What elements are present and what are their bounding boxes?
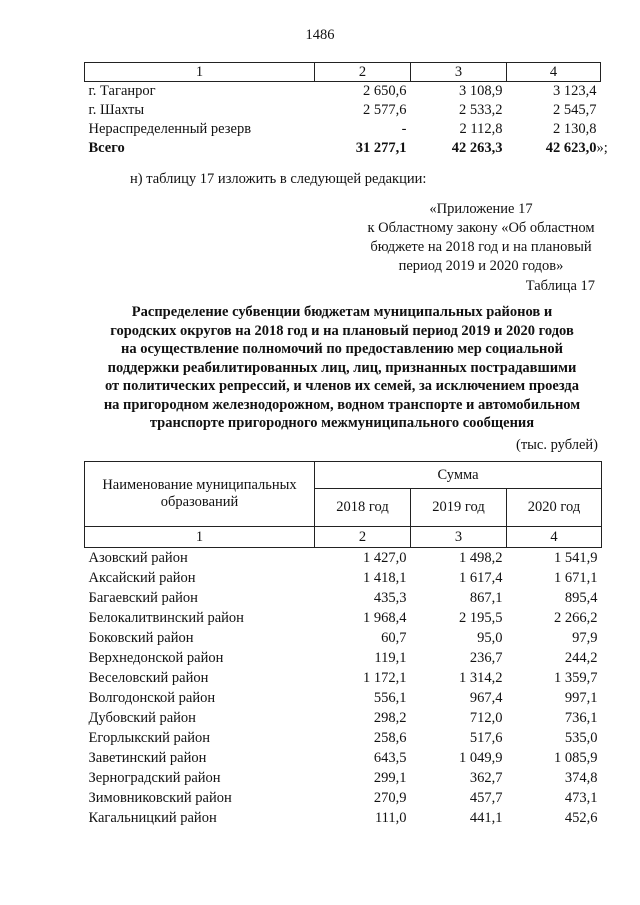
value-2020: 244,2 (564, 650, 598, 666)
row-value: 2 112,8 (459, 121, 503, 137)
total-value: 31 277,1 (355, 140, 407, 156)
amendment-paragraph: н) таблицу 17 изложить в следующей редакции: (130, 171, 427, 187)
table-title (84, 303, 600, 433)
value-2018: 1 172,1 (363, 670, 407, 686)
title-line: городских округов на 2018 год и на плановый период 2019 и 2020 годов (110, 322, 574, 339)
value-2018: 298,2 (373, 710, 407, 726)
value-2018: 258,6 (373, 730, 407, 746)
value-2019: 1 049,9 (459, 750, 503, 766)
table-label: Таблица 17 (525, 278, 595, 294)
value-2018: 111,0 (374, 810, 407, 826)
column-index: 3 (411, 527, 507, 548)
column-index: 2 (315, 63, 411, 82)
value-2020: 2 266,2 (554, 610, 598, 626)
table-row (85, 688, 602, 708)
title-line: Распределение субвенции бюджетам муниципальных районов и (131, 304, 553, 320)
row-value: 2 545,7 (553, 102, 597, 118)
row-value: 2 577,6 (363, 102, 407, 118)
row-name: Егорлыкский район (88, 730, 210, 746)
table-body (85, 548, 602, 829)
value-2019: 1 314,2 (459, 670, 503, 686)
row-name: Аксайский район (88, 570, 196, 586)
row-value: 2 533,2 (459, 102, 503, 118)
value-2019: 1 617,4 (459, 570, 503, 586)
value-2019: 1 498,2 (459, 550, 503, 566)
total-value: 42 263,3 (451, 140, 503, 156)
row-name: Нераспределенный резерв (88, 121, 252, 137)
value-2020: 535,0 (564, 730, 598, 746)
previous-table-continuation (84, 62, 608, 158)
row-value: - (401, 121, 407, 137)
row-value: 3 123,4 (553, 83, 597, 99)
value-2020: 1 359,7 (554, 670, 598, 686)
value-2019: 712,0 (469, 710, 503, 726)
column-index: 1 (85, 527, 315, 548)
table-row (85, 101, 601, 120)
appendix-heading (356, 200, 606, 276)
value-2020: 452,6 (564, 810, 598, 826)
appendix-line: бюджете на 2018 год и на плановый (370, 239, 592, 255)
row-name: Азовский район (88, 550, 188, 566)
table-row (85, 748, 602, 768)
table-row (85, 120, 601, 139)
row-name: Веселовский район (88, 670, 209, 686)
table-row (85, 568, 602, 588)
value-2019: 441,1 (469, 810, 503, 826)
value-2019: 967,4 (469, 690, 503, 706)
table-row (85, 82, 601, 102)
title-line: на пригородном железнодорожном, водном транспорте и автомобильном (103, 396, 581, 413)
value-2020: 997,1 (564, 690, 598, 706)
subvention-table (84, 461, 602, 828)
row-name: г. Шахты (88, 102, 145, 118)
column-index: 3 (411, 63, 507, 82)
table-row (85, 708, 602, 728)
table-row (85, 648, 602, 668)
value-2018: 270,9 (373, 790, 407, 806)
table-row (85, 608, 602, 628)
total-value-2020: 42 623,0 (545, 140, 597, 156)
value-2020: 1 541,9 (554, 550, 598, 566)
closing-quote: »; (596, 140, 608, 156)
page-number: 1486 (305, 27, 335, 43)
row-name: Боковский район (88, 630, 194, 646)
row-name: Зимовниковский район (88, 790, 232, 806)
value-2018: 1 427,0 (363, 550, 407, 566)
value-2018: 435,3 (373, 590, 407, 606)
value-2020: 895,4 (564, 590, 598, 606)
value-2019: 236,7 (469, 650, 503, 666)
row-name: Кагальницкий район (88, 810, 217, 826)
row-name: Заветинский район (88, 750, 207, 766)
value-2020: 736,1 (564, 710, 598, 726)
row-name: Волгодонской район (88, 690, 216, 706)
value-2020: 97,9 (572, 630, 598, 646)
year-header: 2020 год (507, 489, 602, 527)
row-name: Верхнедонской район (88, 650, 224, 666)
value-2019: 457,7 (469, 790, 503, 806)
sum-header: Сумма (315, 462, 602, 489)
value-2018: 119,1 (374, 650, 407, 666)
column-index: 4 (507, 63, 601, 82)
value-2019: 517,6 (469, 730, 503, 746)
row-value: 3 108,9 (459, 83, 503, 99)
value-2018: 60,7 (381, 630, 407, 646)
row-name: г. Таганрог (88, 83, 156, 99)
total-label: Всего (88, 140, 125, 156)
value-2020: 1 671,1 (554, 570, 598, 586)
title-line: от политических репрессий, и членов их семей, за исключением проезда (104, 378, 579, 394)
column-index: 2 (315, 527, 411, 548)
total-value (507, 139, 608, 158)
row-name: Багаевский район (88, 590, 198, 606)
title-line: поддержки реабилитированных лиц, лиц, признанных пострадавшими (107, 359, 577, 376)
value-2020: 374,8 (564, 770, 598, 786)
total-row (85, 139, 601, 158)
appendix-line: период 2019 и 2020 годов» (398, 258, 564, 274)
value-2020: 473,1 (564, 790, 598, 806)
title-line: транспорте пригородного межмуниципального сообщения (149, 415, 535, 431)
row-name: Белокалитвинский район (88, 610, 244, 626)
title-line: на осуществление полномочий по предоставлению мер социальной (121, 341, 563, 357)
value-2020: 1 085,9 (554, 750, 598, 766)
units-label: (тыс. рублей) (516, 437, 598, 453)
table-header-row (85, 63, 601, 82)
table-row (85, 548, 602, 569)
value-2018: 1 968,4 (363, 610, 407, 626)
appendix-line: «Приложение 17 (429, 201, 533, 217)
value-2018: 1 418,1 (363, 570, 407, 586)
value-2018: 299,1 (373, 770, 407, 786)
year-header: 2019 год (411, 489, 507, 527)
table-row (85, 808, 602, 828)
table-row (85, 768, 602, 788)
index-row (85, 527, 602, 548)
name-column-header: Наименование муниципальных образований (85, 462, 315, 527)
year-header: 2018 год (315, 489, 411, 527)
table-row (85, 788, 602, 808)
row-name: Зерноградский район (88, 770, 221, 786)
row-value: 2 130,8 (553, 121, 597, 137)
value-2019: 362,7 (469, 770, 503, 786)
column-index: 1 (85, 63, 315, 82)
row-name: Дубовский район (88, 710, 196, 726)
appendix-line: к Областному закону «Об областном (367, 220, 595, 236)
table-row (85, 668, 602, 688)
table-header-row (85, 462, 602, 489)
table-row (85, 628, 602, 648)
value-2019: 2 195,5 (459, 610, 503, 626)
column-index: 4 (507, 527, 602, 548)
table-row (85, 588, 602, 608)
value-2019: 867,1 (469, 590, 503, 606)
value-2018: 643,5 (373, 750, 407, 766)
row-value: 2 650,6 (363, 83, 407, 99)
value-2019: 95,0 (477, 630, 503, 646)
table-row (85, 728, 602, 748)
value-2018: 556,1 (373, 690, 407, 706)
